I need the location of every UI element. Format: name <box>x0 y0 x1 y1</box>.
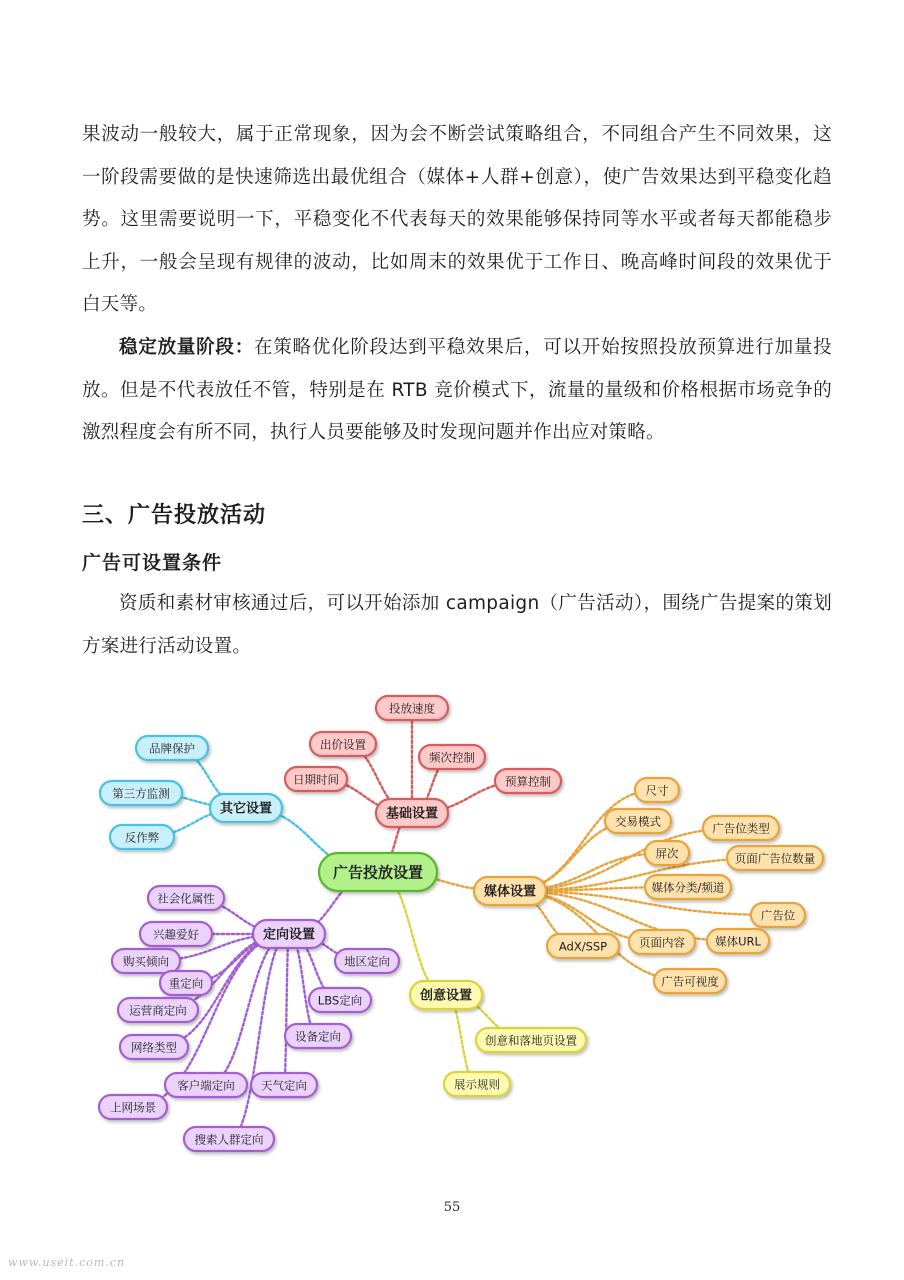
node-media-1-label: 尺寸 <box>645 783 669 798</box>
node-targeting-10-label: 搜索人群定向 <box>194 1132 264 1147</box>
branch-targeting <box>253 920 325 948</box>
branch-other <box>210 794 282 822</box>
node-media-7-label: 广告位 <box>760 908 796 923</box>
node-targeting-5 <box>118 998 198 1022</box>
node-targeting-5-label: 运营商定向 <box>129 1003 187 1018</box>
node-targeting-3-label: 购买倾向 <box>123 954 169 969</box>
node-targeting-6-label: 网络类型 <box>131 1040 177 1055</box>
node-targeting-11-label: 地区定向 <box>344 954 390 969</box>
node-media-11 <box>654 969 726 993</box>
node-basic-2-label: 出价设置 <box>320 737 366 752</box>
node-basic-1 <box>376 696 448 720</box>
node-targeting-9 <box>251 1073 317 1097</box>
node-media-8-label: AdX/SSP <box>558 939 608 954</box>
node-basic-3 <box>419 745 485 769</box>
branch-creative-label: 创意设置 <box>419 988 473 1004</box>
page-number: 55 <box>443 1200 461 1215</box>
node-targeting-11 <box>335 949 399 973</box>
node-targeting-1 <box>148 886 224 910</box>
node-targeting-3 <box>112 949 180 973</box>
branch-basic-label: 基础设置 <box>385 806 439 822</box>
node-targeting-7 <box>165 1073 247 1097</box>
link-targeting-12 <box>289 934 318 1036</box>
node-other-2 <box>100 781 182 805</box>
node-targeting-2 <box>140 922 212 946</box>
node-media-5-label: 页面广告位数量 <box>734 851 816 866</box>
node-media-3 <box>703 816 779 840</box>
node-basic-3-label: 频次控制 <box>429 750 475 765</box>
branch-creative <box>410 981 482 1009</box>
node-media-1 <box>635 778 679 802</box>
node-media-2 <box>605 809 671 833</box>
node-other-3 <box>110 825 174 849</box>
center-node-label: 广告投放设置 <box>332 863 424 882</box>
node-media-10-label: 媒体URL <box>715 934 761 949</box>
node-media-5 <box>727 846 823 870</box>
node-media-9-label: 页面内容 <box>639 935 685 950</box>
stable-phase-label: 稳定放量阶段： <box>119 337 254 358</box>
node-media-11-label: 广告可视度 <box>661 974 719 989</box>
center-node <box>319 853 437 891</box>
branch-media <box>474 877 546 905</box>
node-media-7 <box>751 903 805 927</box>
node-targeting-12-label: LBS定向 <box>317 993 363 1008</box>
section-heading: 三、广告投放活动 <box>82 503 267 528</box>
node-media-3-label: 广告位类型 <box>712 821 770 836</box>
node-media-2-label: 交易模式 <box>615 814 661 829</box>
node-other-1-label: 品牌保护 <box>149 741 195 756</box>
node-targeting-4-label: 重定向 <box>168 976 204 991</box>
node-creative-1-label: 创意和落地页设置 <box>485 1033 577 1048</box>
node-targeting-8 <box>99 1095 167 1119</box>
subsection-heading: 广告可设置条件 <box>82 552 223 574</box>
paragraph-campaign-intro: 资质和素材审核通过后，可以开始添加 campaign（广告活动），围绕广告提案的策划方案进行活动设置。 <box>82 593 832 657</box>
node-basic-2 <box>310 732 376 756</box>
ad-settings-mindmap <box>0 680 904 1180</box>
node-basic-5-label: 预算控制 <box>505 774 551 789</box>
node-targeting-7-label: 客户端定向 <box>177 1078 235 1093</box>
node-other-1 <box>136 736 208 760</box>
node-targeting-2-label: 兴趣爱好 <box>153 927 199 942</box>
node-media-6-label: 媒体分类/频道 <box>651 880 725 895</box>
paragraph-stable-phase <box>82 327 832 455</box>
node-media-6 <box>645 875 731 899</box>
node-other-2-label: 第三方监测 <box>112 786 170 801</box>
node-creative-2-label: 展示规则 <box>454 1077 500 1092</box>
node-creative-2 <box>444 1072 510 1096</box>
node-targeting-6 <box>120 1035 188 1059</box>
node-targeting-12 <box>309 988 371 1012</box>
node-basic-5 <box>495 769 561 793</box>
node-targeting-8-label: 上网场景 <box>110 1100 156 1115</box>
node-targeting-13 <box>285 1024 351 1048</box>
branch-basic <box>376 799 448 827</box>
branch-other-label: 其它设置 <box>219 801 273 817</box>
node-media-10 <box>707 929 769 953</box>
node-basic-1-label: 投放速度 <box>389 701 435 716</box>
watermark: www.useit.com.cn <box>8 1256 126 1269</box>
node-targeting-4 <box>160 971 212 995</box>
node-targeting-1-label: 社会化属性 <box>157 891 215 906</box>
node-media-8 <box>547 934 619 958</box>
link-targeting-8 <box>284 934 289 1085</box>
node-media-9 <box>629 930 695 954</box>
node-creative-1 <box>476 1028 586 1052</box>
mindmap-nodes <box>99 696 823 1151</box>
node-media-4-label: 屏次 <box>655 846 679 861</box>
link-targeting-6 <box>206 934 289 1085</box>
stable-phase-text: 在策略优化阶段达到平稳效果后，可以开始按照投放预算进行加量投放。但是不代表放任不管，特别是在 RTB 竞价模式下，流量的量级和价格根据市场竞争的激烈程度会有所不同，执行人员要能够及时发现问题并作出应对策略。 <box>82 337 832 443</box>
node-targeting-13-label: 设备定向 <box>295 1029 341 1044</box>
node-targeting-10 <box>184 1127 274 1151</box>
node-other-3-label: 反作弊 <box>124 830 160 845</box>
branch-media-label: 媒体设置 <box>483 884 537 900</box>
paragraph-testing-phase: 果波动一般较大，属于正常现象，因为会不断尝试策略组合，不同组合产生不同效果，这一阶段需要做的是快速筛选出最优组合（媒体+人群+创意），使广告效果达到平稳变化趋势。这里需要说明一下，平稳变化不代表每天的效果能够保持同等水平或者每天都能稳步上升，一般会呈现有规律的波动，比如周末的效果优于工作日、晚高峰时间段的效果优于白天等。 <box>82 124 832 315</box>
node-targeting-9-label: 天气定向 <box>261 1078 307 1093</box>
branch-targeting-label: 定向设置 <box>262 927 316 943</box>
node-media-4 <box>645 841 689 865</box>
node-basic-4-label: 日期时间 <box>293 772 339 787</box>
node-basic-4 <box>285 767 347 791</box>
